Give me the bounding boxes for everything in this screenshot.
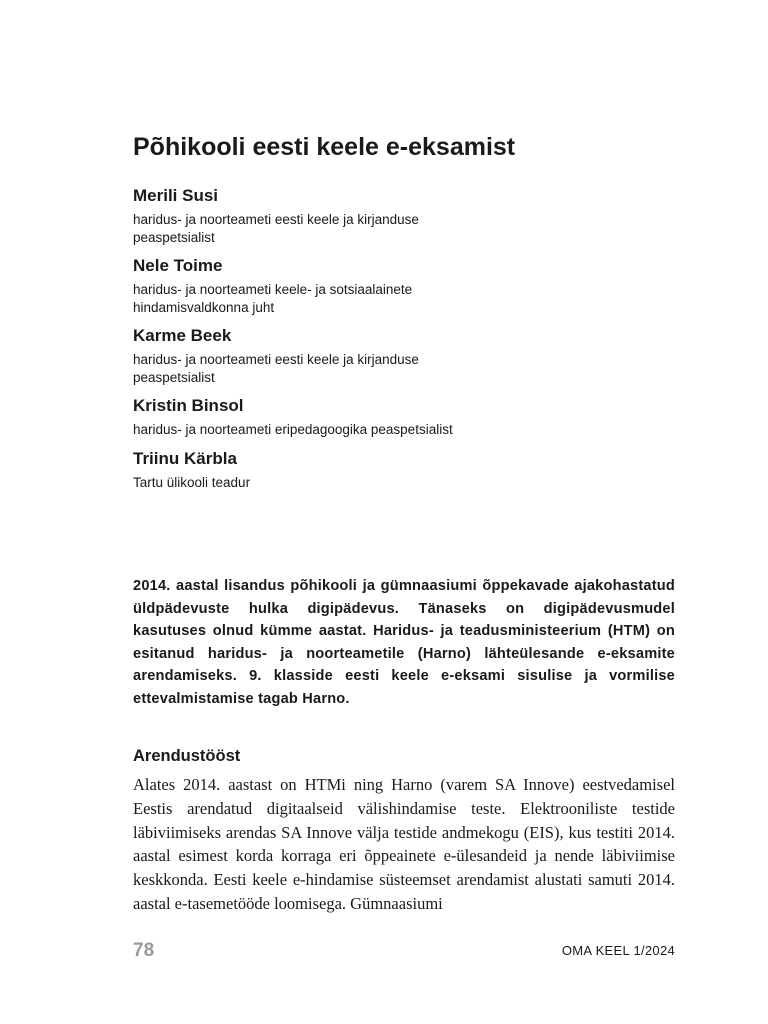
author-affiliation: haridus- ja noorteameti eesti keele ja kirjanduse peaspetsialist: [133, 212, 419, 245]
page-number: 78: [133, 940, 155, 961]
author-entry: [133, 447, 533, 492]
author-affiliation: haridus- ja noorteameti keele- ja sotsiaalainete hindamisvaldkonna juht: [133, 282, 413, 315]
body-paragraph: Alates 2014. aastast on HTMi ning Harno (varem SA Innove) eestvedamisel Eestis arendatud digitaalseid välishindamise teste. Elektrooniliste testide läbiviimiseks arendas SA Innove välja testide andmekogu (EIS), kus testiti 2014. aastal esimest korda korraga eri õppeainete e-ülesandeid ja nende läbiviimise keskkonda. Eesti keele e-hindamise süsteemset arendamist alustati samuti 2014. aastal e-tasemetööde loomisega. Gümnaasiumi: [133, 775, 675, 913]
author-name: Triinu Kärbla: [133, 448, 237, 468]
author-affiliation: haridus- ja noorteameti eesti keele ja kirjanduse peaspetsialist: [133, 352, 419, 385]
author-list: [133, 184, 533, 499]
author-entry: [133, 254, 533, 316]
author-name: Kristin Binsol: [133, 396, 244, 415]
author-affiliation: Tartu ülikooli teadur: [133, 474, 251, 490]
author-entry: [133, 184, 533, 246]
article-title: Põhikooli eesti keele e-eksamist: [133, 133, 516, 161]
author-name: Merili Susi: [133, 186, 219, 205]
author-entry: [133, 394, 533, 439]
author-name: Karme Beek: [133, 326, 232, 345]
author-affiliation: haridus- ja noorteameti eripedagoogika peaspetsialist: [133, 422, 453, 437]
author-name: Nele Toime: [133, 256, 223, 275]
section-heading: Arendustööst: [133, 747, 241, 765]
author-entry: [133, 324, 533, 386]
lead-paragraph: 2014. aastal lisandus põhikooli ja gümnaasiumi õppekavade ajakohastatud üldpädevuste hulka digipädevus. Tänaseks on digipädevusmudel kasutuses olnud kümme aastat. Haridus- ja teadusministeerium (HTM) on esitanud haridus- ja noorteametile (Harno) lähteülesande e-eksamite arendamiseks. 9. klasside eesti keele e-eksami sisulise ja vormilise ettevalmistamise tagab Harno.: [133, 578, 675, 707]
journal-reference: OMA KEEL 1/2024: [561, 943, 675, 958]
